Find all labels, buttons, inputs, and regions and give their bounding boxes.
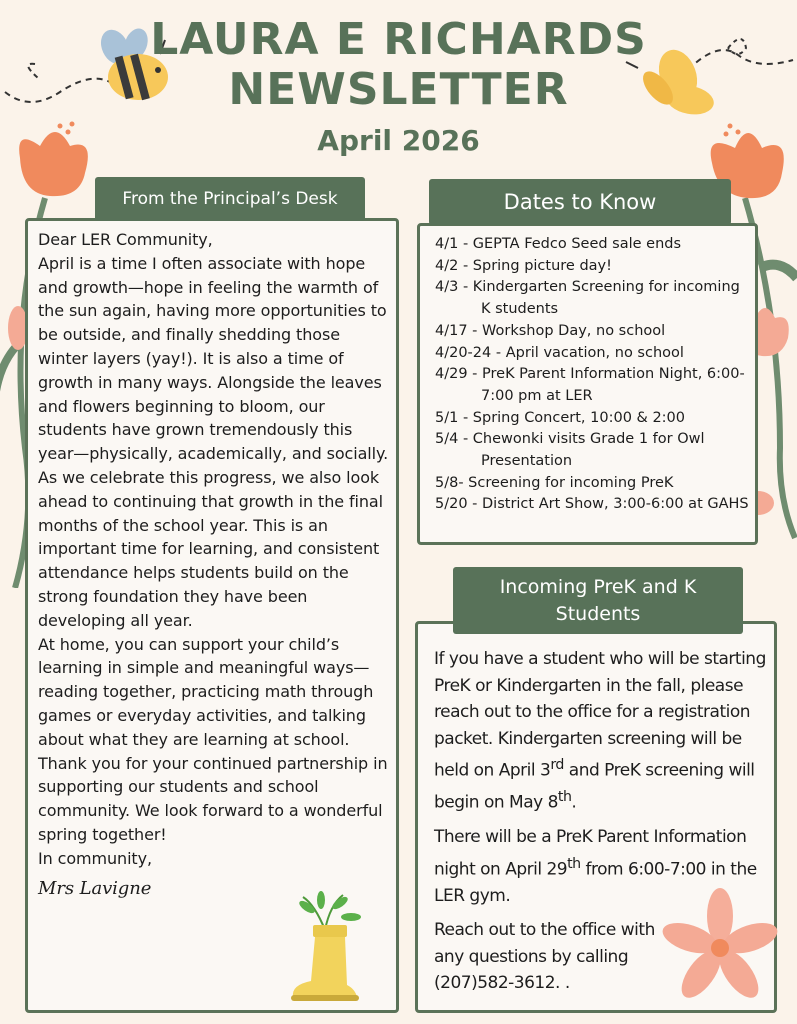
date-item: 5/20 - District Art Show, 3:00-6:00 at GAHS <box>435 496 749 513</box>
dates-heading: Dates to Know <box>429 179 731 225</box>
date-item: 4/29 - PreK Parent Information Night, 6:00-7:00 pm at LER <box>435 366 745 404</box>
date-item: 4/3 - Kindergarten Screening for incoming K students <box>435 279 740 318</box>
letter-paragraph: Thank you for your continued partnership in supporting our students and school community. We look forward to a wonderful spring together! <box>38 753 388 844</box>
newsletter-title-line2: NEWSLETTER <box>228 64 569 115</box>
date-item: 4/17 - Workshop Day, no school <box>435 322 666 339</box>
date-item: 4/2 - Spring picture day! <box>435 257 612 274</box>
principal-heading: From the Principal’s Desk <box>95 177 365 221</box>
date-item: 5/8- Screening for incoming PreK <box>435 474 674 491</box>
date-item: 4/1 - GEPTA Fedco Seed sale ends <box>435 236 682 252</box>
principal-letter <box>38 228 390 900</box>
pink-flower-illustration <box>658 888 783 1013</box>
boot-plant-illustration <box>285 885 365 1005</box>
incoming-paragraph-1: If you have a student who will be starting PreK or Kindergarten in the fall, please reach out to the office for a registration packet. Kindergarten screening will be held on April 3rd and PreK screening will begin on May 8th. <box>434 649 766 813</box>
signature: Mrs Lavigne <box>38 877 152 899</box>
dates-list <box>435 234 753 516</box>
letter-closing: In community, <box>38 848 152 868</box>
letter-greeting: Dear LER Community, <box>38 230 213 249</box>
letter-paragraph: At home, you can support your child’s learning in simple and meaningful ways—reading together, practicing math through games or everyday activities, and talking about what they are learning at school. <box>38 634 374 749</box>
newsletter-date: April 2026 <box>317 124 480 157</box>
incoming-heading: Incoming PreK and K Students <box>453 567 743 634</box>
date-item: 4/20-24 - April vacation, no school <box>435 344 684 361</box>
incoming-paragraph-2: There will be a PreK Parent Information night on April 29th from 6:00-7:00 in the LER gym. <box>434 827 757 906</box>
date-item: 5/4 - Chewonki visits Grade 1 for Owl Presentation <box>435 431 705 470</box>
office-phone: (207)582-3612. . <box>434 973 570 994</box>
newsletter-title-line1: LAURA E RICHARDS <box>150 14 647 65</box>
letter-paragraph: April is a time I often associate with hope and growth—hope in feeling the warmth of the sun again, having more opportunities to be outside, and finally shedding those winter layers (yay!). It is also a time of growth in many ways. Alongside the leaves and flowers beginning to bloom, our students have grown tremendously this year—physically, academically, and socially. As we celebrate this progress, we also look ahead to continuing that growth in the final months of the school year. This is an important time for learning, and consistent attendance helps students build on the strong foundation they have been developing all year. <box>38 253 389 630</box>
date-item: 5/1 - Spring Concert, 10:00 & 2:00 <box>435 409 686 426</box>
incoming-paragraph-3: Reach out to the office with any questions by calling (207)582-3612. . <box>434 920 655 994</box>
